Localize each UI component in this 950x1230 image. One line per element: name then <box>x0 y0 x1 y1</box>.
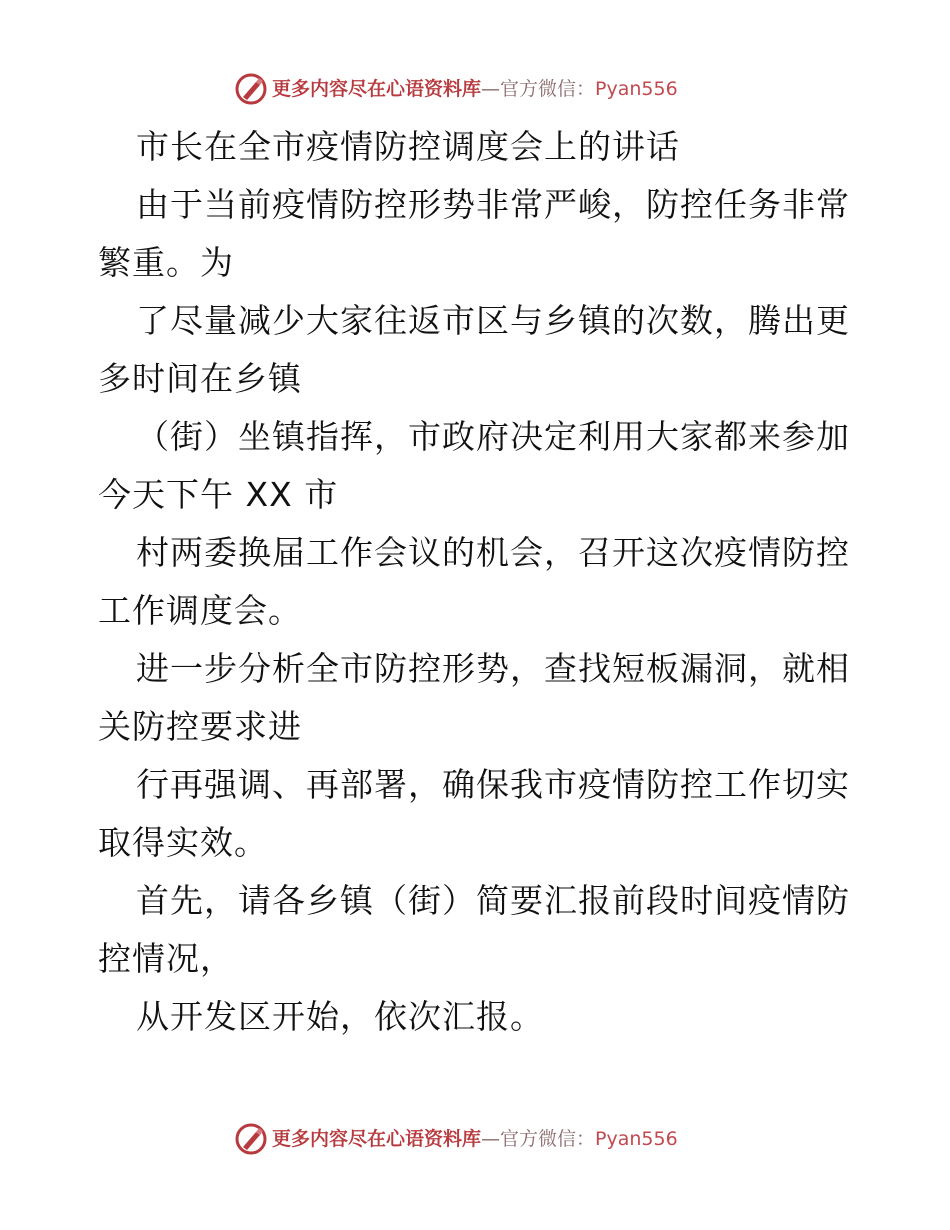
paragraph-line: 多时间在乡镇 <box>98 359 302 398</box>
paragraph-line: 从开发区开始，依次汇报。 <box>136 997 544 1036</box>
watermark-banner-bottom <box>0 1120 950 1160</box>
watermark-dash: — <box>481 1128 501 1150</box>
paragraph-line: 了尽量减少大家往返市区与乡镇的次数，腾出更 <box>136 301 850 340</box>
paragraph-line: 首先，请各乡镇（街）简要汇报前段时间疫情防 <box>136 881 850 920</box>
paragraph-line: 村两委换届工作会议的机会，召开这次疫情防控 <box>136 533 850 572</box>
paragraph-line: 控情况， <box>98 939 234 978</box>
watermark-main-text: 更多内容尽在心语资料库 <box>272 1128 482 1150</box>
watermark-text <box>272 77 678 101</box>
paragraph-line: 由于当前疫情防控形势非常严峻，防控任务非常 <box>136 185 850 224</box>
paragraph-line: 行再强调、再部署，确保我市疫情防控工作切实 <box>136 765 850 804</box>
document-body <box>98 118 858 1046</box>
pen-seal-icon <box>234 72 268 106</box>
pen-seal-icon <box>234 1122 268 1156</box>
watermark-text <box>272 1127 678 1151</box>
watermark-official-label: 官方微信： <box>500 1128 596 1150</box>
watermark-wechat-id: Pyan556 <box>595 78 678 100</box>
paragraph-line: 工作调度会。 <box>98 591 302 630</box>
paragraph-line: 取得实效。 <box>98 823 268 862</box>
paragraph-line: （街）坐镇指挥，市政府决定利用大家都来参加 <box>136 417 850 456</box>
paragraph-line: 进一步分析全市防控形势，查找短板漏洞，就相 <box>136 649 850 688</box>
watermark-official-label: 官方微信： <box>500 78 596 100</box>
paragraph-line: 繁重。为 <box>98 243 234 282</box>
watermark-banner-top <box>0 70 950 110</box>
document-title: 市长在全市疫情防控调度会上的讲话 <box>136 127 680 166</box>
paragraph-line: 关防控要求进 <box>98 707 302 746</box>
watermark-wechat-id: Pyan556 <box>595 1128 678 1150</box>
watermark-main-text: 更多内容尽在心语资料库 <box>272 78 482 100</box>
watermark-dash: — <box>481 78 501 100</box>
paragraph-line: 今天下午 XX 市 <box>98 475 339 514</box>
